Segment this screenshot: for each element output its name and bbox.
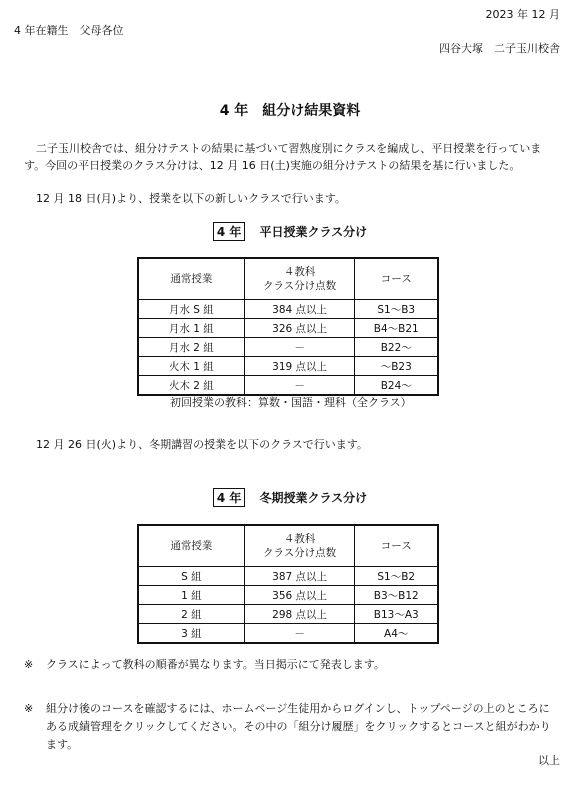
score-cell: － bbox=[244, 624, 355, 644]
score-cell: 298 点以上 bbox=[244, 605, 355, 624]
weekday-header-class: 通常授業 bbox=[138, 258, 244, 300]
intro-paragraph bbox=[24, 140, 556, 174]
class-cell: 火木 1 組 bbox=[138, 357, 244, 376]
course-cell: B13～A3 bbox=[355, 605, 438, 624]
dec18-notice: 12 月 18 日(月)より、授業を以下の新しいクラスで行います。 bbox=[36, 192, 346, 205]
dec26-notice: 12 月 26 日(火)より、冬期講習の授業を以下のクラスで行います。 bbox=[36, 438, 368, 451]
score-cell: 326 点以上 bbox=[244, 319, 355, 338]
closing-word: 以上 bbox=[538, 754, 560, 767]
class-cell: 月水 2 組 bbox=[138, 338, 244, 357]
course-cell: S1～B3 bbox=[355, 300, 438, 319]
winter-header-score: ４教科 クラス分け点数 bbox=[244, 525, 355, 567]
table-row bbox=[138, 605, 438, 624]
table-row bbox=[138, 319, 438, 338]
document-date: 2023 年 12 月 bbox=[485, 8, 560, 21]
weekday-class-table bbox=[137, 257, 439, 396]
class-cell: 火木 2 組 bbox=[138, 376, 244, 396]
note-check-course bbox=[24, 700, 556, 754]
weekday-section-title bbox=[0, 222, 580, 241]
table-row bbox=[138, 300, 438, 319]
course-cell: B3～B12 bbox=[355, 586, 438, 605]
score-cell: 387 点以上 bbox=[244, 567, 355, 586]
table-row bbox=[138, 586, 438, 605]
course-cell: ～B23 bbox=[355, 357, 438, 376]
course-cell: B24～ bbox=[355, 376, 438, 396]
score-cell: － bbox=[244, 338, 355, 357]
intro-text: 二子玉川校舎では、組分けテストの結果に基づいて習熟度別にクラスを編成し、平日授業を行っています。今回の平日授業のクラス分けは、12 月 16 日(土)実施の組分けテストの結果を基に行いました。 bbox=[24, 142, 542, 172]
winter-title-text: 冬期授業クラス分け bbox=[259, 491, 368, 505]
table-row bbox=[138, 376, 438, 396]
course-cell: B22～ bbox=[355, 338, 438, 357]
class-cell: 2 組 bbox=[138, 605, 244, 624]
score-cell: － bbox=[244, 376, 355, 396]
class-cell: 3 組 bbox=[138, 624, 244, 644]
note-mark: ※ bbox=[24, 658, 34, 671]
winter-grade-box: 4 年 bbox=[213, 488, 246, 507]
course-cell: A4～ bbox=[355, 624, 438, 644]
recipient-line: 4 年在籍生 父母各位 bbox=[14, 24, 124, 37]
note2-text: 組分け後のコースを確認するには、ホームページ生徒用からログインし、トップページの上のところにある成績管理をクリックしてください。その中の「組分け履歴」をクリックするとコースと組がわかります。 bbox=[46, 702, 551, 751]
winter-class-table bbox=[137, 524, 439, 644]
winter-header-class: 通常授業 bbox=[138, 525, 244, 567]
sender-line: 四谷大塚 二子玉川校舎 bbox=[439, 42, 560, 55]
class-cell: 1 組 bbox=[138, 586, 244, 605]
winter-section-title bbox=[0, 488, 580, 507]
score-cell: 384 点以上 bbox=[244, 300, 355, 319]
first-class-subjects-note: 初回授業の教科：算数・国語・理科（全クラス） bbox=[170, 396, 412, 409]
class-cell: 月水 1 組 bbox=[138, 319, 244, 338]
score-cell: 319 点以上 bbox=[244, 357, 355, 376]
document-title: 4 年 組分け結果資料 bbox=[219, 103, 361, 119]
score-cell: 356 点以上 bbox=[244, 586, 355, 605]
weekday-grade-box: 4 年 bbox=[213, 222, 246, 241]
course-cell: S1～B2 bbox=[355, 567, 438, 586]
note1-text: クラスによって教科の順番が異なります。当日掲示にて発表します。 bbox=[46, 658, 385, 671]
note-mark: ※ bbox=[24, 702, 34, 715]
weekday-header-score: ４教科 クラス分け点数 bbox=[244, 258, 355, 300]
weekday-header-course: コース bbox=[355, 258, 438, 300]
class-cell: 月水 S 組 bbox=[138, 300, 244, 319]
weekday-title-text: 平日授業クラス分け bbox=[259, 225, 368, 239]
table-row bbox=[138, 567, 438, 586]
class-cell: S 組 bbox=[138, 567, 244, 586]
note-order-varies bbox=[24, 656, 385, 672]
course-cell: B4～B21 bbox=[355, 319, 438, 338]
winter-header-course: コース bbox=[355, 525, 438, 567]
table-row bbox=[138, 357, 438, 376]
table-row bbox=[138, 624, 438, 644]
table-row bbox=[138, 338, 438, 357]
